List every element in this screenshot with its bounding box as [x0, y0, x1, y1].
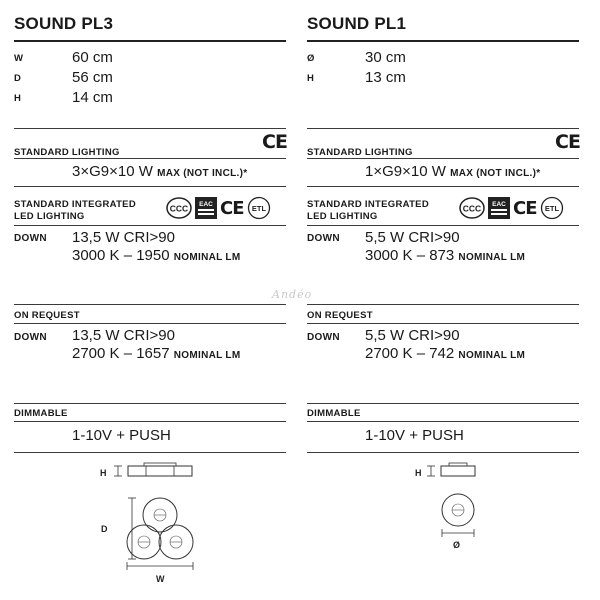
side-view-body: [441, 466, 475, 476]
drawing-diameter-label: Ø: [453, 540, 461, 550]
ccc-mark-icon: [166, 197, 192, 219]
divider: [14, 128, 286, 129]
ce-mark-icon: CE: [220, 197, 244, 219]
ce-mark-icon: CE: [513, 197, 537, 219]
eac-mark-icon: [488, 197, 510, 219]
dim-value-w: 60 cm: [72, 49, 113, 66]
standard-lighting-value: 1×G9×10 W MAX (NOT INCL.)*: [365, 163, 541, 180]
ccc-mark-icon: [459, 197, 485, 219]
drawing-h-label: H: [100, 468, 107, 478]
integrated-heading: STANDARD INTEGRATED LED LIGHTING: [14, 199, 136, 222]
on-request-line1: 13,5 W CRI>90: [72, 327, 175, 344]
dim-label-diameter: Ø: [307, 53, 315, 64]
divider: [14, 225, 286, 226]
divider: [307, 158, 579, 159]
pl3-column: [14, 0, 286, 600]
svg-text:EAC: EAC: [199, 201, 213, 208]
svg-text:ETL: ETL: [251, 204, 266, 213]
integrated-line1: 13,5 W CRI>90: [72, 229, 175, 246]
pl1-column: [307, 0, 579, 600]
on-request-heading: ON REQUEST: [14, 310, 80, 321]
on-request-heading: ON REQUEST: [307, 310, 373, 321]
integrated-line2: 3000 K – 873 NOMINAL LM: [365, 247, 526, 264]
certification-marks: [166, 196, 271, 220]
on-request-line2: 2700 K – 742 NOMINAL LM: [365, 345, 526, 362]
divider: [307, 452, 579, 453]
drawing-h-label: H: [415, 468, 422, 478]
dim-value-h: 14 cm: [72, 89, 113, 106]
pl3-technical-drawing: [14, 458, 286, 588]
divider: [307, 403, 579, 404]
pl1-title: SOUND PL1: [307, 14, 407, 33]
svg-text:ETL: ETL: [544, 204, 559, 213]
dim-label-h: H: [14, 93, 22, 104]
etl-mark-icon: [247, 196, 271, 220]
dim-value-diameter: 30 cm: [365, 49, 406, 66]
integrated-line1: 5,5 W CRI>90: [365, 229, 460, 246]
divider: [14, 421, 286, 422]
dimmable-heading: DIMMABLE: [14, 408, 68, 419]
integrated-heading: STANDARD INTEGRATED LED LIGHTING: [307, 199, 429, 222]
divider: [307, 186, 579, 187]
dim-label-w: W: [14, 53, 24, 64]
divider: [307, 421, 579, 422]
standard-lighting-heading: STANDARD LIGHTING: [307, 147, 413, 158]
divider: [14, 403, 286, 404]
direction-label: DOWN: [307, 233, 340, 244]
dimmable-heading: DIMMABLE: [307, 408, 361, 419]
integrated-line2: 3000 K – 1950 NOMINAL LM: [72, 247, 241, 264]
dimmable-value: 1-10V + PUSH: [365, 427, 464, 444]
certification-marks: [459, 196, 564, 220]
divider: [14, 40, 286, 42]
drawing-w-label: W: [156, 574, 165, 584]
pl1-technical-drawing: [307, 458, 579, 558]
etl-mark-icon: [540, 196, 564, 220]
direction-label: DOWN: [14, 233, 47, 244]
watermark: Andéo: [272, 288, 313, 301]
dim-value-h: 13 cm: [365, 69, 406, 86]
divider: [307, 128, 579, 129]
dim-value-d: 56 cm: [72, 69, 113, 86]
drawing-d-label: D: [101, 524, 108, 534]
side-view-body: [128, 466, 192, 476]
direction-label: DOWN: [307, 332, 340, 343]
divider: [14, 323, 286, 324]
divider: [307, 40, 579, 42]
divider: [307, 304, 579, 305]
divider: [14, 158, 286, 159]
on-request-line2: 2700 K – 1657 NOMINAL LM: [72, 345, 241, 362]
divider: [14, 304, 286, 305]
divider: [14, 452, 286, 453]
on-request-line1: 5,5 W CRI>90: [365, 327, 460, 344]
dim-label-h: H: [307, 73, 315, 84]
svg-text:EAC: EAC: [492, 201, 506, 208]
divider: [14, 186, 286, 187]
pl3-title: SOUND PL3: [14, 14, 114, 33]
svg-text:CCC: CCC: [169, 203, 189, 214]
eac-mark-icon: [195, 197, 217, 219]
dim-label-d: D: [14, 73, 22, 84]
ce-mark-icon: CE: [555, 131, 580, 153]
direction-label: DOWN: [14, 332, 47, 343]
divider: [307, 225, 579, 226]
standard-lighting-heading: STANDARD LIGHTING: [14, 147, 120, 158]
ce-mark-icon: CE: [262, 131, 287, 153]
dimmable-value: 1-10V + PUSH: [72, 427, 171, 444]
standard-lighting-value: 3×G9×10 W MAX (NOT INCL.)*: [72, 163, 248, 180]
divider: [307, 323, 579, 324]
svg-text:CCC: CCC: [462, 203, 482, 214]
